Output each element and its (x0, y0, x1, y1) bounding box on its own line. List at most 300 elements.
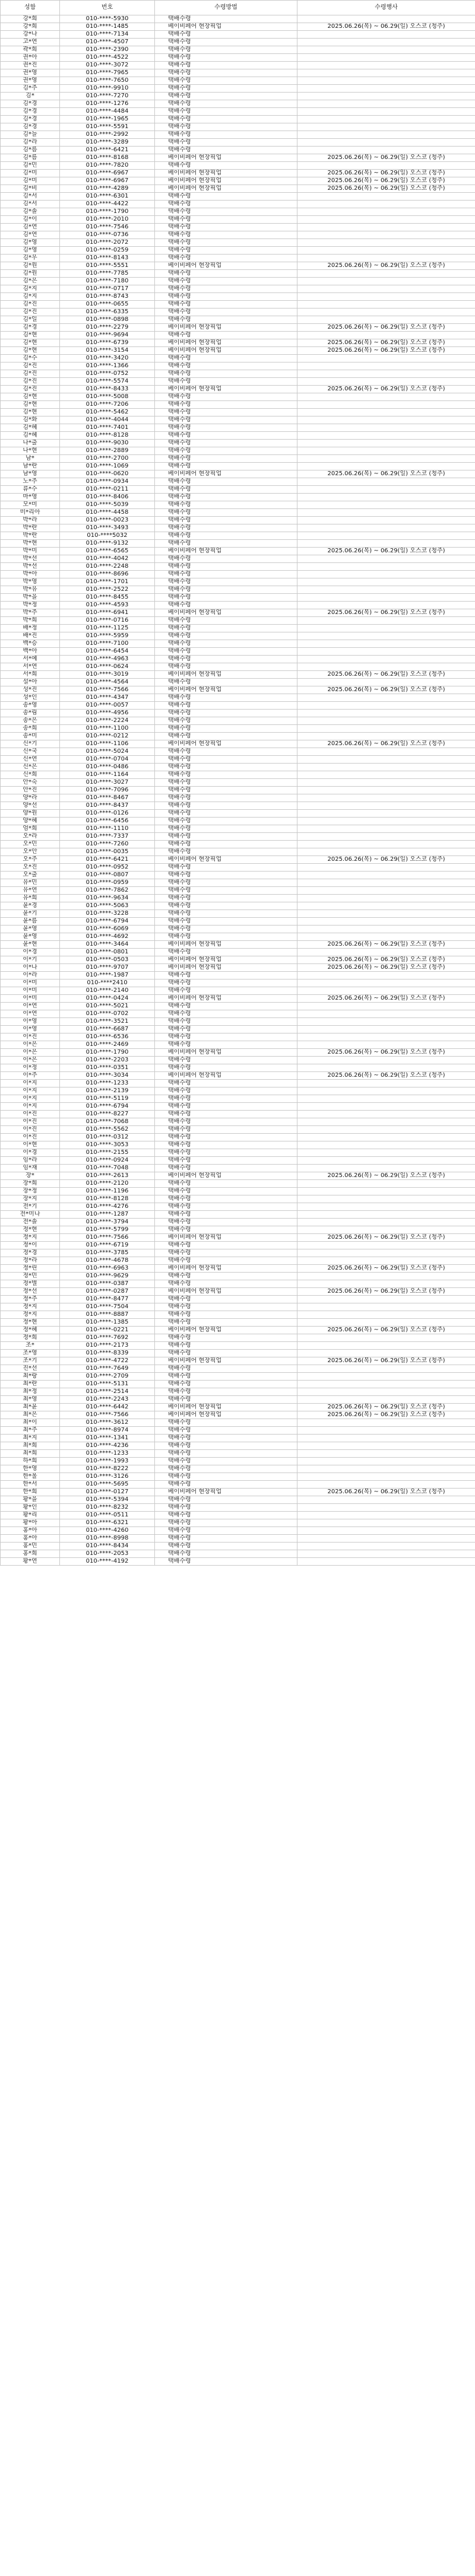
cell-phone: 010-****-0212 (60, 733, 155, 740)
table-row (1, 1296, 475, 1303)
cell-venue (297, 62, 475, 69)
cell-name: 유*희 (1, 895, 60, 902)
cell-venue: 2025.06.26(목) ~ 06.29(일) 오스코 (청주) (297, 1327, 475, 1334)
cell-name: 김*진 (1, 370, 60, 378)
cell-method: 베이비페어 현장픽업 (155, 1265, 297, 1273)
cell-name: 설*아 (1, 679, 60, 686)
table-row (1, 764, 475, 771)
cell-name: 김*름 (1, 147, 60, 154)
cell-name: 김*은 (1, 278, 60, 285)
cell-method: 베이비페어 현장픽업 (155, 1411, 297, 1419)
table-row (1, 810, 475, 818)
cell-method: 택배수령 (155, 409, 297, 416)
cell-phone: 010-****-0221 (60, 1327, 155, 1334)
cell-method: 택배수령 (155, 131, 297, 139)
cell-method: 택배수령 (155, 393, 297, 401)
cell-name: 박*란 (1, 524, 60, 532)
cell-venue (297, 1465, 475, 1473)
cell-method: 베이비페어 현장픽업 (155, 548, 297, 555)
cell-method: 택배수령 (155, 501, 297, 509)
table-row (1, 54, 475, 62)
cell-venue (297, 632, 475, 640)
cell-name: 정*희 (1, 1334, 60, 1342)
cell-method: 택배수령 (155, 1188, 297, 1195)
table-row (1, 887, 475, 895)
cell-name: 유*연 (1, 887, 60, 895)
table-row (1, 671, 475, 679)
cell-phone: 010-****-1485 (60, 23, 155, 31)
cell-method: 택배수령 (155, 1388, 297, 1396)
cell-method: 베이비페어 현장픽업 (155, 1489, 297, 1496)
cell-method: 택배수령 (155, 926, 297, 933)
cell-name: 한*울 (1, 1473, 60, 1481)
cell-method: 택배수령 (155, 1419, 297, 1427)
cell-method: 택배수령 (155, 39, 297, 46)
cell-name: 최*정 (1, 1388, 60, 1396)
cell-venue (297, 1018, 475, 1026)
cell-name: 이*지 (1, 1080, 60, 1087)
table-row (1, 1419, 475, 1427)
table-row (1, 370, 475, 378)
cell-venue (297, 378, 475, 386)
cell-method: 택배수령 (155, 725, 297, 733)
cell-venue (297, 108, 475, 116)
table-row (1, 470, 475, 478)
cell-method: 베이비페어 현장픽업 (155, 1327, 297, 1334)
cell-venue (297, 887, 475, 895)
cell-method: 택배수령 (155, 702, 297, 710)
cell-name: 최*주 (1, 1427, 60, 1435)
cell-phone: 010-****-6794 (60, 1103, 155, 1111)
cell-name: 박*유 (1, 586, 60, 594)
cell-venue (297, 270, 475, 278)
table-row (1, 393, 475, 401)
cell-phone: 010-****-0023 (60, 517, 155, 524)
cell-venue (297, 1226, 475, 1234)
cell-phone: 010-****-4289 (60, 185, 155, 193)
cell-name: 강*희 (1, 15, 60, 23)
cell-name: 강*희 (1, 23, 60, 31)
table-row (1, 663, 475, 671)
cell-method: 택배수령 (155, 1157, 297, 1165)
table-row (1, 262, 475, 270)
cell-phone: 010-****-1125 (60, 625, 155, 632)
table-row (1, 694, 475, 702)
table-row (1, 918, 475, 926)
table-row (1, 648, 475, 656)
cell-name: 이*경 (1, 949, 60, 956)
cell-method: 택배수령 (155, 949, 297, 956)
cell-venue (297, 447, 475, 455)
table-row (1, 139, 475, 147)
table-row (1, 201, 475, 208)
cell-phone: 010-****-5930 (60, 15, 155, 23)
cell-venue (297, 193, 475, 201)
cell-venue (297, 31, 475, 39)
cell-venue (297, 1149, 475, 1157)
cell-phone: 010-****-6794 (60, 918, 155, 926)
cell-phone: 010-****-0716 (60, 617, 155, 625)
table-row (1, 1033, 475, 1041)
cell-venue (297, 1033, 475, 1041)
cell-method: 택배수령 (155, 1257, 297, 1265)
cell-venue (297, 1203, 475, 1211)
cell-phone: 010-****-5551 (60, 262, 155, 270)
cell-venue (297, 1087, 475, 1095)
cell-phone: 010-****-6967 (60, 177, 155, 185)
cell-venue (297, 717, 475, 725)
cell-name: 이*주 (1, 1072, 60, 1080)
cell-phone: 010-****-6536 (60, 1033, 155, 1041)
cell-method: 택배수령 (155, 1018, 297, 1026)
cell-venue (297, 864, 475, 872)
table-row (1, 725, 475, 733)
cell-name: 오*주 (1, 856, 60, 864)
table-row (1, 1357, 475, 1365)
cell-name: 장*지 (1, 1195, 60, 1203)
cell-venue: 2025.06.26(목) ~ 06.29(일) 오스코 (청주) (297, 609, 475, 617)
cell-method: 택배수령 (155, 1535, 297, 1543)
table-row (1, 740, 475, 748)
table-row (1, 316, 475, 324)
cell-name: 양*선 (1, 802, 60, 810)
table-row (1, 1427, 475, 1435)
cell-venue (297, 362, 475, 370)
table-row (1, 1543, 475, 1550)
cell-name: 송*희 (1, 725, 60, 733)
cell-venue: 2025.06.26(목) ~ 06.29(일) 오스코 (청주) (297, 386, 475, 393)
cell-phone: 010-****-8437 (60, 802, 155, 810)
cell-phone: 010-****-4564 (60, 679, 155, 686)
cell-method: 택배수령 (155, 332, 297, 339)
cell-venue: 2025.06.26(목) ~ 06.29(일) 오스코 (청주) (297, 347, 475, 355)
cell-venue (297, 85, 475, 93)
cell-name: 백*아 (1, 648, 60, 656)
cell-venue (297, 239, 475, 247)
table-row (1, 239, 475, 247)
cell-venue (297, 771, 475, 779)
cell-method: 택배수령 (155, 1342, 297, 1350)
cell-method: 택배수령 (155, 1527, 297, 1535)
cell-phone: 010-****-1993 (60, 1458, 155, 1465)
cell-name: 고*연 (1, 39, 60, 46)
cell-venue (297, 486, 475, 494)
cell-phone: 010-****-0807 (60, 872, 155, 879)
cell-venue (297, 617, 475, 625)
cell-venue (297, 818, 475, 825)
cell-method: 택배수령 (155, 424, 297, 432)
cell-method: 택배수령 (155, 85, 297, 93)
cell-method: 택배수령 (155, 910, 297, 918)
cell-method: 베이비페어 현장픽업 (155, 1172, 297, 1180)
cell-phone: 010-****-7206 (60, 401, 155, 409)
cell-name: 이*경 (1, 1149, 60, 1157)
cell-method: 택배수령 (155, 1242, 297, 1249)
cell-name: 박*란 (1, 532, 60, 540)
cell-method: 택배수령 (155, 1087, 297, 1095)
cell-phone: 010-****-7180 (60, 278, 155, 285)
cell-method: 택배수령 (155, 540, 297, 548)
cell-method: 택배수령 (155, 301, 297, 309)
table-row (1, 378, 475, 386)
header-phone: 번호 (60, 1, 155, 15)
cell-name: 김*현 (1, 332, 60, 339)
cell-phone: 010-****-7649 (60, 1365, 155, 1373)
cell-venue (297, 1188, 475, 1195)
table-row (1, 77, 475, 85)
cell-venue (297, 656, 475, 663)
cell-venue (297, 841, 475, 848)
cell-method: 택배수령 (155, 1334, 297, 1342)
cell-method: 택배수령 (155, 1311, 297, 1319)
cell-venue (297, 1558, 475, 1566)
cell-venue: 2025.06.26(목) ~ 06.29(일) 오스코 (청주) (297, 185, 475, 193)
table-row (1, 1257, 475, 1265)
table-row (1, 1350, 475, 1357)
table-row (1, 1041, 475, 1049)
cell-phone: 010-****-5959 (60, 632, 155, 640)
cell-name: 이*지 (1, 1087, 60, 1095)
cell-name: 김*미 (1, 177, 60, 185)
table-row (1, 332, 475, 339)
cell-name: 안*진 (1, 787, 60, 794)
cell-name: 박*아 (1, 571, 60, 578)
cell-name: 김*늘 (1, 131, 60, 139)
cell-phone: 010-****-0702 (60, 1010, 155, 1018)
cell-phone: 010-****-1233 (60, 1080, 155, 1087)
cell-method: 택배수령 (155, 1103, 297, 1111)
cell-method: 택배수령 (155, 617, 297, 625)
cell-name: 김*경 (1, 100, 60, 108)
cell-venue: 2025.06.26(목) ~ 06.29(일) 오스코 (청주) (297, 1357, 475, 1365)
table-row (1, 23, 475, 31)
cell-phone: 010-****-1069 (60, 463, 155, 470)
table-row (1, 1111, 475, 1118)
cell-method: 베이비페어 현장픽업 (155, 609, 297, 617)
table-row (1, 432, 475, 440)
cell-method: 택배수령 (155, 764, 297, 771)
cell-phone: 010-****-3420 (60, 355, 155, 362)
cell-phone: 010-****-1276 (60, 100, 155, 108)
cell-venue (297, 1458, 475, 1465)
cell-venue: 2025.06.26(목) ~ 06.29(일) 오스코 (청주) (297, 1288, 475, 1296)
cell-method: 택배수령 (155, 810, 297, 818)
table-row (1, 818, 475, 825)
cell-name: 권*영 (1, 69, 60, 77)
cell-name: 최*이 (1, 1419, 60, 1427)
table-row (1, 625, 475, 632)
cell-method: 택배수령 (155, 139, 297, 147)
cell-venue (297, 255, 475, 262)
cell-venue (297, 1303, 475, 1311)
cell-venue (297, 1257, 475, 1265)
cell-venue (297, 139, 475, 147)
header-name: 성함 (1, 1, 60, 15)
table-row (1, 216, 475, 224)
cell-venue (297, 949, 475, 956)
table-row (1, 116, 475, 123)
cell-venue (297, 1388, 475, 1396)
cell-phone: 010-****-6069 (60, 926, 155, 933)
table-row (1, 1365, 475, 1373)
cell-venue (297, 648, 475, 656)
cell-name: 김*비 (1, 185, 60, 193)
cell-phone: 010-****-0801 (60, 949, 155, 956)
cell-method: 택배수령 (155, 455, 297, 463)
cell-method: 택배수령 (155, 1543, 297, 1550)
cell-venue (297, 555, 475, 563)
cell-venue (297, 123, 475, 131)
cell-method: 베이비페어 현장픽업 (155, 170, 297, 177)
cell-name: 이*라 (1, 972, 60, 979)
cell-venue (297, 679, 475, 686)
cell-venue (297, 39, 475, 46)
cell-method: 택배수령 (155, 1473, 297, 1481)
cell-method: 택배수령 (155, 1195, 297, 1203)
cell-venue (297, 355, 475, 362)
table-row (1, 1404, 475, 1411)
cell-venue (297, 1519, 475, 1527)
cell-method: 택배수령 (155, 1165, 297, 1172)
cell-name: 신*은 (1, 764, 60, 771)
cell-phone: 010-****-8743 (60, 293, 155, 301)
cell-name: 오*민 (1, 841, 60, 848)
cell-name: 미*리아 (1, 509, 60, 517)
cell-venue (297, 833, 475, 841)
cell-method: 베이비페어 현장픽업 (155, 185, 297, 193)
cell-phone: 010-****-7100 (60, 640, 155, 648)
cell-phone: 010-****-0959 (60, 879, 155, 887)
table-row (1, 1180, 475, 1188)
cell-phone: 010-****-6739 (60, 339, 155, 347)
table-row (1, 956, 475, 964)
cell-phone: 010-****-4678 (60, 1257, 155, 1265)
cell-venue (297, 231, 475, 239)
cell-venue (297, 409, 475, 416)
cell-phone: 010-****-4458 (60, 509, 155, 517)
cell-method: 택배수령 (155, 710, 297, 717)
cell-venue (297, 902, 475, 910)
cell-phone: 010-****-2248 (60, 563, 155, 571)
cell-phone: 010-****-7785 (60, 270, 155, 278)
cell-phone: 010-****-7068 (60, 1118, 155, 1126)
table-row (1, 540, 475, 548)
table-row (1, 926, 475, 933)
cell-name: 정*이 (1, 1242, 60, 1249)
cell-method: 택배수령 (155, 463, 297, 470)
cell-name: 임*라 (1, 1157, 60, 1165)
table-row (1, 339, 475, 347)
cell-phone: 010-****-8974 (60, 1427, 155, 1435)
cell-method: 택배수령 (155, 255, 297, 262)
cell-phone: 010-****-0511 (60, 1512, 155, 1519)
cell-phone: 010-****-8227 (60, 1111, 155, 1118)
table-row (1, 15, 475, 23)
cell-method: 택배수령 (155, 1442, 297, 1450)
cell-method: 택배수령 (155, 987, 297, 995)
table-row (1, 979, 475, 987)
cell-venue: 2025.06.26(목) ~ 06.29(일) 오스코 (청주) (297, 170, 475, 177)
cell-name: 정*린 (1, 1265, 60, 1273)
cell-venue (297, 1311, 475, 1319)
cell-phone: 010-****-3794 (60, 1219, 155, 1226)
cell-phone: 010-****-7965 (60, 69, 155, 77)
cell-method: 베이비페어 현장픽업 (155, 262, 297, 270)
cell-venue (297, 1373, 475, 1381)
cell-phone: 010-****-7096 (60, 787, 155, 794)
cell-venue (297, 787, 475, 794)
cell-phone: 010-****-1110 (60, 825, 155, 833)
cell-method: 택배수령 (155, 918, 297, 926)
cell-name: 이*진 (1, 1118, 60, 1126)
cell-method: 택배수령 (155, 818, 297, 825)
cell-method: 베이비페어 현장픽업 (155, 154, 297, 162)
cell-phone: 010-****-0952 (60, 864, 155, 872)
cell-venue (297, 1134, 475, 1141)
cell-venue (297, 1103, 475, 1111)
table-row (1, 941, 475, 949)
cell-phone: 010-****-1106 (60, 740, 155, 748)
cell-name: 박*영 (1, 578, 60, 586)
cell-name: 윤*영 (1, 926, 60, 933)
cell-venue (297, 1481, 475, 1489)
cell-name: 김*진 (1, 309, 60, 316)
table-row (1, 571, 475, 578)
cell-phone: 010-****-8339 (60, 1350, 155, 1357)
cell-phone: 010-****-7566 (60, 1411, 155, 1419)
cell-phone: 010-****-0934 (60, 478, 155, 486)
cell-method: 택배수령 (155, 147, 297, 154)
cell-method: 택배수령 (155, 895, 297, 902)
cell-name: 이*기 (1, 956, 60, 964)
cell-phone: 010-****-4522 (60, 54, 155, 62)
cell-venue (297, 640, 475, 648)
cell-method: 베이비페어 현장픽업 (155, 964, 297, 972)
table-row (1, 833, 475, 841)
table-row (1, 733, 475, 740)
cell-venue (297, 578, 475, 586)
cell-phone: 010-****-7566 (60, 1234, 155, 1242)
table-row (1, 1535, 475, 1543)
cell-name: 권*진 (1, 62, 60, 69)
cell-name: 김*미 (1, 170, 60, 177)
cell-name: 성*인 (1, 694, 60, 702)
cell-name: 김*현 (1, 393, 60, 401)
table-row (1, 1134, 475, 1141)
cell-venue (297, 810, 475, 818)
table-row (1, 1211, 475, 1219)
cell-method: 택배수령 (155, 208, 297, 216)
table-row (1, 208, 475, 216)
cell-name: 김*화 (1, 416, 60, 424)
cell-venue (297, 247, 475, 255)
table-row (1, 1465, 475, 1473)
cell-venue (297, 401, 475, 409)
cell-venue (297, 278, 475, 285)
cell-name: 전*기 (1, 1203, 60, 1211)
cell-method: 택배수령 (155, 100, 297, 108)
cell-phone: 010-****-5462 (60, 409, 155, 416)
cell-venue (297, 316, 475, 324)
table-row (1, 895, 475, 902)
cell-phone: 010-****-7820 (60, 162, 155, 170)
cell-name: 송*은 (1, 717, 60, 725)
cell-name: 강*나 (1, 31, 60, 39)
table-header (1, 1, 475, 15)
header-venue: 수령행사 (297, 1, 475, 15)
cell-venue (297, 933, 475, 941)
cell-name: 곽*희 (1, 46, 60, 54)
